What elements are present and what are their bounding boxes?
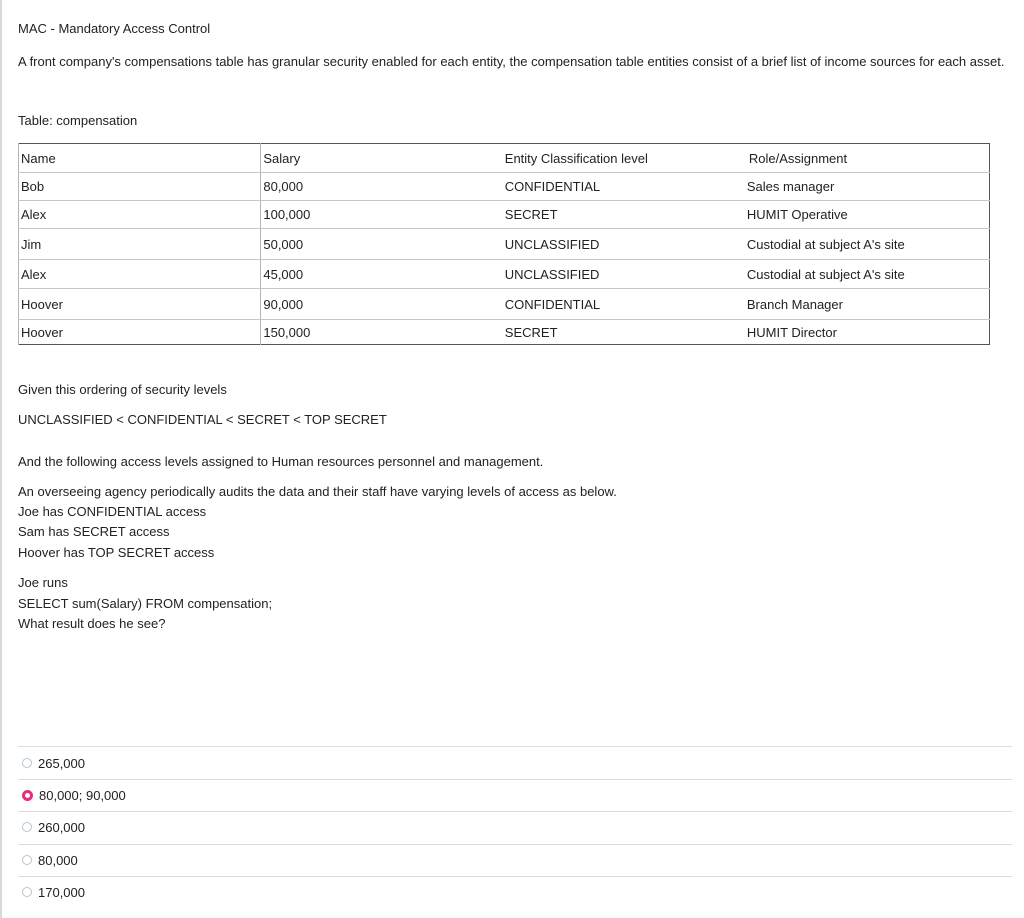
option-label[interactable]: 260,000 [38, 819, 85, 835]
answer-option-5[interactable] [22, 882, 85, 902]
table-row [19, 201, 990, 229]
table-row [19, 320, 990, 345]
table-row [19, 260, 990, 289]
question-intro: A front company's compensations table has granular security enabled for each entity, the compensation table entities consist of a brief list of income sources for each asset. [18, 54, 1005, 69]
access-joe: Joe has CONFIDENTIAL access [18, 504, 207, 519]
cell-salary: 100,000 [261, 201, 503, 229]
cell-role: Custodial at subject A's site [745, 260, 990, 289]
radio-button[interactable] [22, 855, 32, 865]
cell-classification: UNCLASSIFIED [503, 229, 745, 260]
answer-option-2[interactable] [22, 785, 126, 805]
sql-query: SELECT sum(Salary) FROM compensation; [18, 596, 273, 611]
radio-button[interactable] [22, 758, 32, 768]
question-prompt: What result does he see? [18, 616, 166, 631]
cell-name: Alex [19, 201, 261, 229]
cell-classification: CONFIDENTIAL [503, 173, 745, 201]
radio-button[interactable] [22, 887, 32, 897]
option-label[interactable]: 265,000 [38, 755, 85, 771]
table-caption: Table: compensation [18, 113, 138, 128]
cell-role: Sales manager [745, 173, 990, 201]
ordering-intro: Given this ordering of security levels [18, 382, 227, 397]
audit-text: An overseeing agency periodically audits the data and their staff have varying levels of access as below. [18, 484, 617, 499]
cell-salary: 50,000 [261, 229, 503, 260]
option-label[interactable]: 80,000; 90,000 [39, 787, 126, 803]
table-row [19, 229, 990, 260]
access-sam: Sam has SECRET access [18, 524, 170, 539]
table-row [19, 289, 990, 320]
cell-role: Custodial at subject A's site [745, 229, 990, 260]
cell-salary: 150,000 [261, 320, 503, 345]
cell-name: Jim [19, 229, 261, 260]
option-divider [18, 844, 1012, 845]
answer-option-1[interactable] [22, 753, 85, 773]
option-divider [18, 811, 1012, 812]
cell-classification: SECRET [504, 324, 558, 340]
cell-classification: SECRET [503, 201, 745, 229]
cell-role: HUMIT Director [746, 324, 837, 340]
option-label[interactable]: 170,000 [38, 884, 85, 900]
cell-salary: 80,000 [261, 173, 503, 201]
access-intro: And the following access levels assigned to Human resources personnel and management. [18, 454, 544, 469]
cell-name: Hoover [19, 289, 261, 320]
compensation-table [18, 143, 990, 345]
option-label[interactable]: 80,000 [38, 852, 78, 868]
cell-name: Alex [19, 260, 261, 289]
cell-salary: 90,000 [261, 289, 503, 320]
ordering-statement: UNCLASSIFIED < CONFIDENTIAL < SECRET < TOP SECRET [18, 412, 387, 427]
radio-button[interactable] [22, 822, 32, 832]
answer-option-3[interactable] [22, 817, 85, 837]
left-frame-border [0, 0, 2, 918]
table-header-row [19, 144, 990, 173]
option-divider [18, 876, 1012, 877]
answer-option-4[interactable] [22, 850, 78, 870]
cell-salary: 45,000 [261, 260, 503, 289]
header-salary: Salary [261, 144, 503, 173]
table-row [19, 173, 990, 201]
header-name: Name [19, 144, 261, 173]
option-divider [18, 779, 1012, 780]
option-divider [18, 746, 1012, 747]
cell-role: Branch Manager [745, 289, 990, 320]
cell-name: Bob [19, 173, 261, 201]
cell-role: HUMIT Operative [745, 201, 990, 229]
joe-runs-text: Joe runs [18, 575, 68, 590]
question-title: MAC - Mandatory Access Control [18, 21, 211, 36]
cell-classification: CONFIDENTIAL [503, 289, 745, 320]
cell-name: Hoover [19, 320, 261, 345]
header-classification: Entity Classification level [503, 144, 745, 173]
radio-button-selected[interactable] [22, 790, 33, 801]
cell-classification: UNCLASSIFIED [503, 260, 745, 289]
header-role: Role/Assignment [745, 144, 990, 173]
access-hoover: Hoover has TOP SECRET access [18, 545, 215, 560]
